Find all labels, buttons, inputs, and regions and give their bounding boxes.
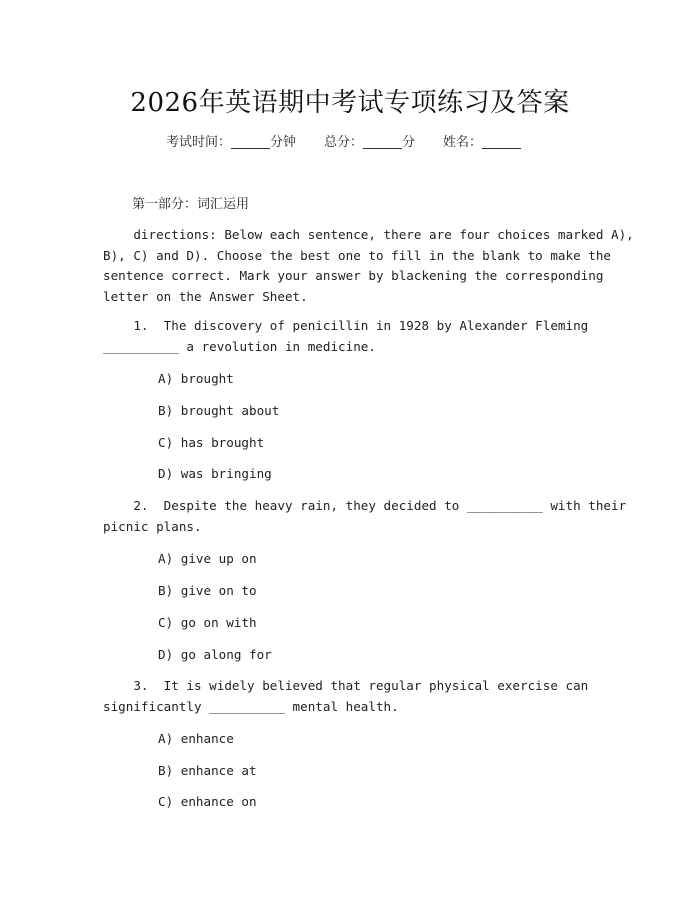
section-heading: 第一部分：词汇运用 [132,197,250,212]
answer-option: C) enhance on [158,794,257,809]
answer-option: B) brought about [158,403,280,418]
exam-info-line [166,131,521,150]
exam-time-field: 考试时间：______分钟 [166,135,297,150]
answer-option: B) enhance at [158,763,257,778]
question-line: 3. It is widely believed that regular physical exercise can [103,678,589,693]
question-line: 2. Despite the heavy rain, they decided to __________ with their [103,498,627,513]
document-title: 2026年英语期中考试专项练习及答案 [130,88,570,118]
answer-option: C) go on with [158,615,257,630]
question-stem [103,316,588,357]
question-line: picnic plans. [103,518,202,534]
total-score-field: 总分：______分 [324,135,416,150]
answer-option: A) give up on [158,551,257,566]
directions-line: sentence correct. Mark your answer by blackening the corresponding [103,268,604,283]
student-name-field: 姓名：______ [443,135,522,150]
answer-option: A) brought [158,371,234,386]
question-line: significantly __________ mental health. [103,698,399,714]
directions-paragraph [103,225,634,307]
question-line: __________ a revolution in medicine. [103,338,376,354]
answer-option: B) give on to [158,583,257,598]
question-stem [103,496,626,537]
directions-line: B), C) and D). Choose the best one to fill in the blank to make the [103,247,611,263]
answer-option: D) go along for [158,647,272,662]
answer-option: A) enhance [158,731,234,746]
answer-option: D) was bringing [158,466,272,481]
answer-option: C) has brought [158,435,265,450]
question-stem [103,676,588,717]
directions-line: directions: Below each sentence, there are four choices marked A), [103,227,634,242]
directions-line: letter on the Answer Sheet. [103,288,308,304]
question-line: 1. The discovery of penicillin in 1928 by Alexander Fleming [103,318,589,333]
